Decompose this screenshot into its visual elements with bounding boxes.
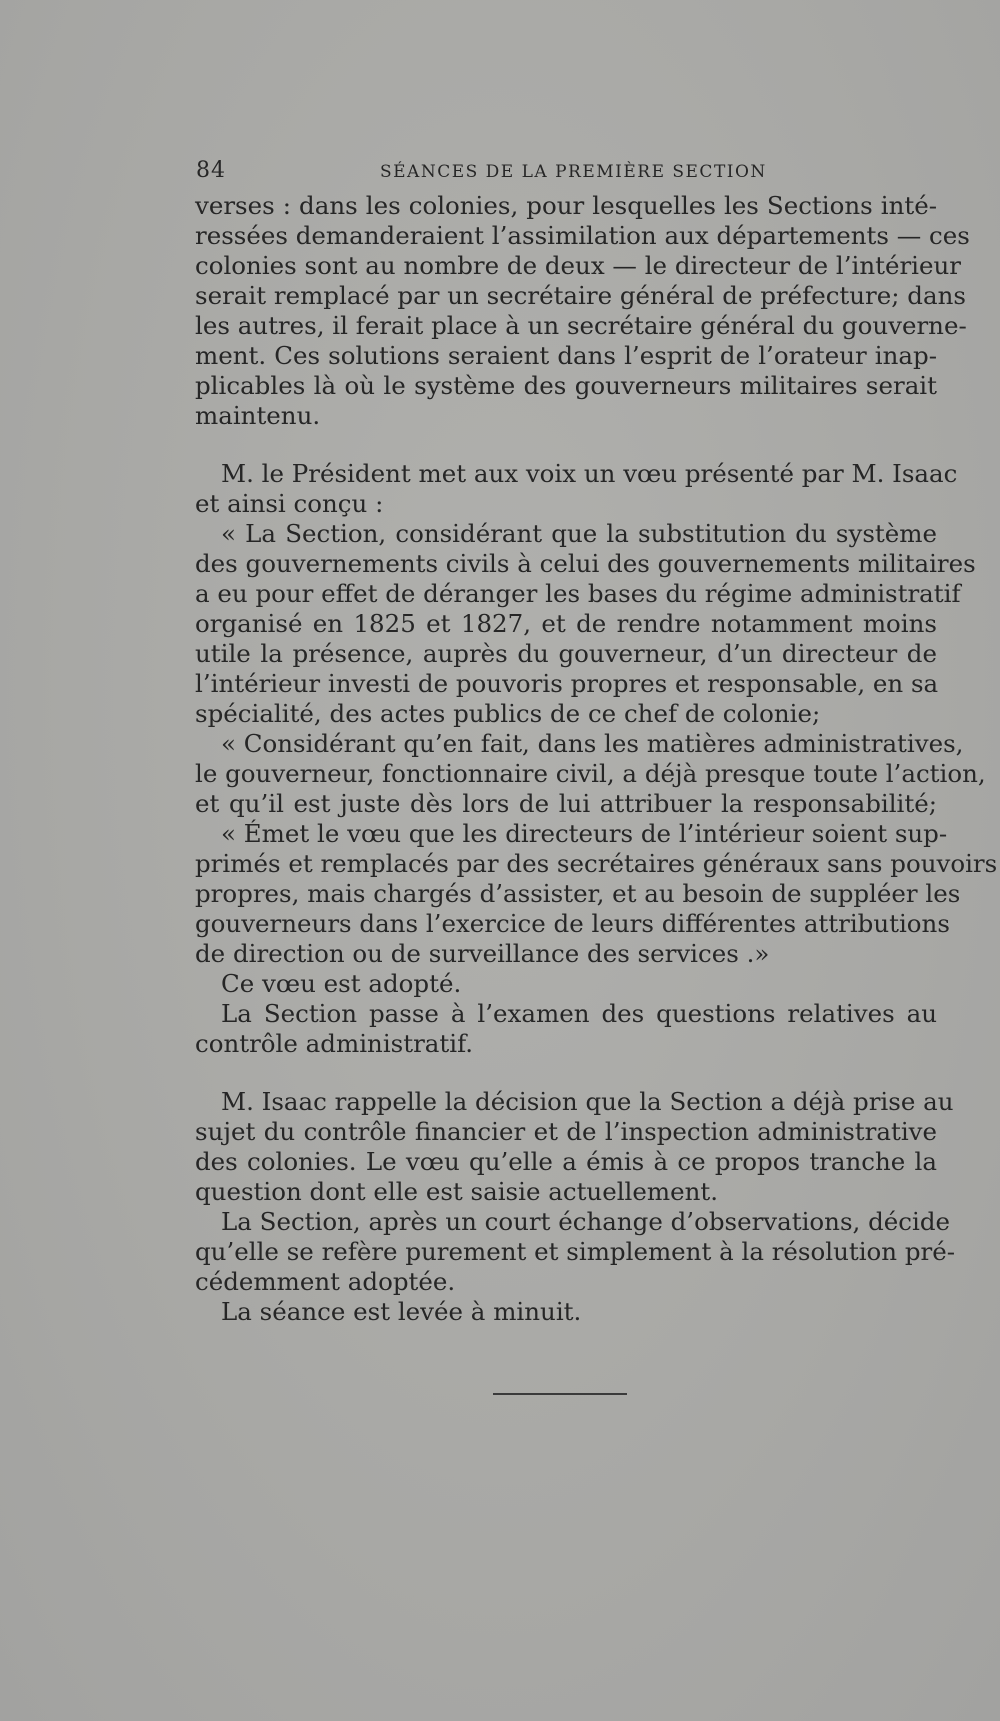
text-line: de direction ou de surveillance des services .» <box>195 939 770 968</box>
text-line: La Section passe à l’examen des questions relatives au <box>221 999 937 1028</box>
text-line: La séance est levée à minuit. <box>221 1297 582 1326</box>
page-number: 84 <box>196 158 226 183</box>
text-line: spécialité, des actes publics de ce chef de colonie; <box>195 699 821 728</box>
paragraph-gap <box>195 431 937 459</box>
text-line: « Considérant qu’en fait, dans les matières administratives, <box>221 729 964 758</box>
text-line: « La Section, considérant que la substitution du système <box>221 519 937 548</box>
text-line: ressées demanderaient l’assimilation aux départements — ces <box>195 221 970 250</box>
page-header <box>196 158 936 188</box>
text-line: gouverneurs dans l’exercice de leurs différentes attributions <box>195 909 950 938</box>
text-line: le gouverneur, fonctionnaire civil, a déjà presque toute l’action, <box>195 759 986 788</box>
text-line: propres, mais chargés d’assister, et au besoin de suppléer les <box>195 879 961 908</box>
text-line: a eu pour effet de déranger les bases du régime administratif <box>195 579 961 608</box>
text-line: organisé en 1825 et 1827, et de rendre notamment moins <box>195 609 937 638</box>
body-text <box>195 191 998 1327</box>
text-line: maintenu. <box>195 401 321 430</box>
running-title: SÉANCES DE LA PREMIÈRE SECTION <box>380 162 767 182</box>
text-line: Ce vœu est adopté. <box>221 969 462 998</box>
text-line: M. le Président met aux voix un vœu présenté par M. Isaac <box>221 459 958 488</box>
text-line: des colonies. Le vœu qu’elle a émis à ce propos tranche la <box>195 1147 937 1176</box>
end-rule <box>493 1393 627 1395</box>
text-line: qu’elle se refère purement et simplement à la résolution pré- <box>195 1237 956 1266</box>
text-line: plicables là où le système des gouverneurs militaires serait <box>195 371 937 400</box>
text-line: serait remplacé par un secrétaire général de préfecture; dans <box>195 281 966 310</box>
text-line: utile la présence, auprès du gouverneur, d’un directeur de <box>195 639 937 668</box>
text-line: « Émet le vœu que les directeurs de l’intérieur soient sup- <box>221 819 948 848</box>
text-line: M. Isaac rappelle la décision que la Section a déjà prise au <box>221 1087 954 1116</box>
text-line: des gouvernements civils à celui des gouvernements militaires <box>195 549 976 578</box>
text-line: et qu’il est juste dès lors de lui attribuer la responsabilité; <box>195 789 937 818</box>
text-line: contrôle administratif. <box>195 1029 474 1058</box>
text-line: l’intérieur investi de pouvoris propres et responsable, en sa <box>195 669 939 698</box>
text-line: les autres, il ferait place à un secrétaire général du gouverne- <box>195 311 967 340</box>
text-line: sujet du contrôle financier et de l’inspection administrative <box>195 1117 937 1146</box>
text-line: primés et remplacés par des secrétaires généraux sans pouvoirs <box>195 849 998 878</box>
text-line: colonies sont au nombre de deux — le directeur de l’intérieur <box>195 251 961 280</box>
text-line: La Section, après un court échange d’observations, décide <box>221 1207 951 1236</box>
paragraph-gap <box>195 1059 937 1087</box>
text-line: et ainsi conçu : <box>195 489 384 518</box>
text-line: verses : dans les colonies, pour lesquelles les Sections inté- <box>195 191 937 220</box>
text-line: question dont elle est saisie actuellement. <box>195 1177 719 1206</box>
text-line: cédemment adoptée. <box>195 1267 456 1296</box>
text-line: ment. Ces solutions seraient dans l’esprit de l’orateur inap- <box>195 341 937 370</box>
